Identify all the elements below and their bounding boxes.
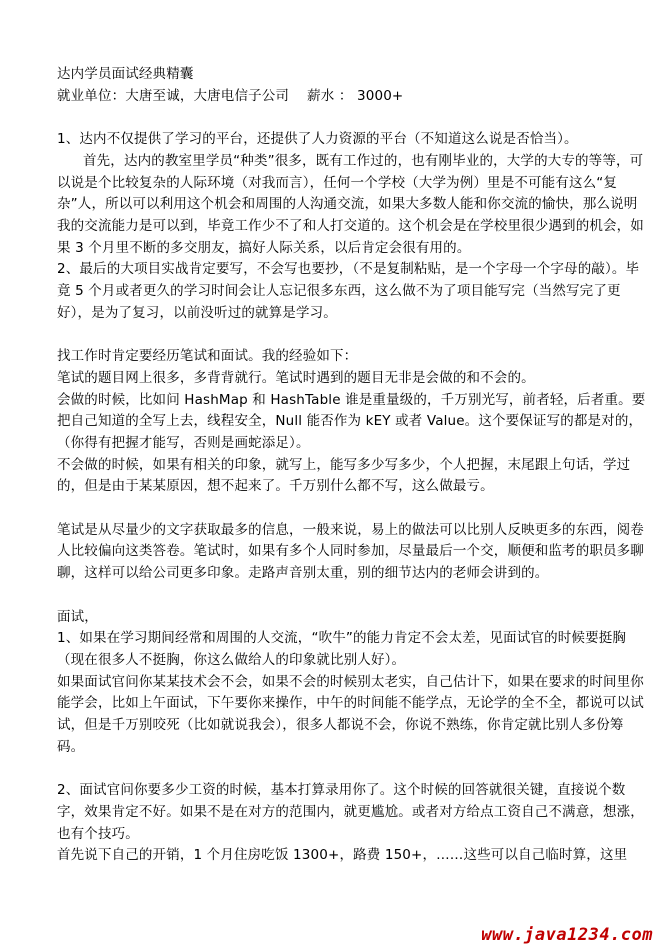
paragraph-7: 会做的时候，比如问 HashMap 和 HashTable 谁是重量级的，千万别光写，前者轻，后者重。要把自己知道的全写上去，线程安全，Null 能否作为 kEY 或者 Value。这个要保证写的都是对的，（你得有把握才能写，否则是画蛇添足）。 (57, 391, 646, 451)
blank-line (57, 498, 647, 520)
paragraph-10: 笔试是从尽量少的文字获取最多的信息，一般来说，易上的做法可以比别人反映更多的东西，阅卷人比较偏向这类答卷。笔试时，如果有多个人同时参加，尽量最后一个交，顺便和监考的职员多聊聊，这样可以给公司更多印象。走路声音别太重，别的细节达内的老师会讲到的。 (57, 521, 644, 582)
paragraph-8: 不会做的时候，如果有相关的印象，就写上，能写多少写多少，个人把握，末尾跟上句话，学过的，但是由于某某原因，想不起来了。千万别什么都不写，这么做最亏。 (57, 456, 631, 495)
site-watermark: www.java1234.com (481, 925, 653, 945)
paragraph-13: 1、如果在学习期间经常和周围的人交流，“吹牛”的能力肯定不会太差，见面试官的时候要挺胸（现在很多人不挺胸，你这么做给人的印象就比别人好）。 (57, 630, 627, 668)
paragraph-16: 2、面试官问你要多少工资的时候，基本打算录用你了。这个时候的回答就很关键，直接说个数字，效果肯定不好。如果不是在对方的范围内，就更尴尬。或者对方给点工资自己不满意，想涨，也有个技巧。 (57, 782, 644, 842)
paragraph-3: 2、最后的大项目实战肯定要写，不会写也要抄，（不是复制粘贴，是一个字母一个字母的敲）。毕竟 5 个月或者更久的学习时间会让人忘记很多东西，这么做不为了项目能写完（当然写完了更好），是为了复习，以前没听过的就算是学习。 (57, 261, 640, 321)
paragraph-17: 首先说下自己的开销，1 个月住房吃饭 1300+，路费 150+，……这些可以自己临时算，这里 (57, 847, 628, 864)
blank-line (57, 585, 647, 607)
document-body (57, 64, 647, 867)
blank-line (57, 107, 647, 129)
document-title: 达内学员面试经典精囊 (57, 66, 194, 82)
blank-line (57, 324, 647, 346)
paragraph-1: 1、达内不仅提供了学习的平台，还提供了人力资源的平台（不知道这么说是否恰当）。 (57, 131, 578, 148)
paragraph-14: 如果面试官问你某某技术会不会，如果不会的时候别太老实，自己估计下，如果在要求的时间里你能学会，比如上午面试，下午要你来操作，中午的时间能不能学点，无论学的全不全，都说可以试试，但是千万别咬死（比如就说我会），很多人都说不会，你说不熟练，你肯定就比别人多份筹码。 (57, 673, 644, 755)
paragraph-5: 找工作时肯定要经历笔试和面试。我的经验如下： (57, 348, 358, 365)
blank-line (57, 758, 647, 780)
paragraph-6: 笔试的题目网上很多，多背背就行。笔试时遇到的题目无非是会做的和不会的。 (57, 369, 535, 386)
paragraph-2: 首先，达内的教室里学员“种类”很多，既有工作过的，也有刚毕业的，大学的大专的等等，可以说是个比较复杂的人际环境（对我而言），任何一个学校（大学为例）里是不可能有这么“复杂”人，所以可以利用这个机会和周围的人沟通交流，如果大多数人能和你交流的愉快，那么说明我的交流能力是可以到，毕竟工作少不了和人打交道的。这个机会是在学校里很少遇到的机会，如果 3 个月里不断的多交朋友，搞好人际关系，以后肯定会很有用的。 (57, 152, 644, 256)
paragraph-12: 面试， (57, 608, 98, 625)
document-subtitle: 就业单位：大唐至诚，大唐电信子公司 薪水 ： 3000+ (57, 87, 404, 104)
